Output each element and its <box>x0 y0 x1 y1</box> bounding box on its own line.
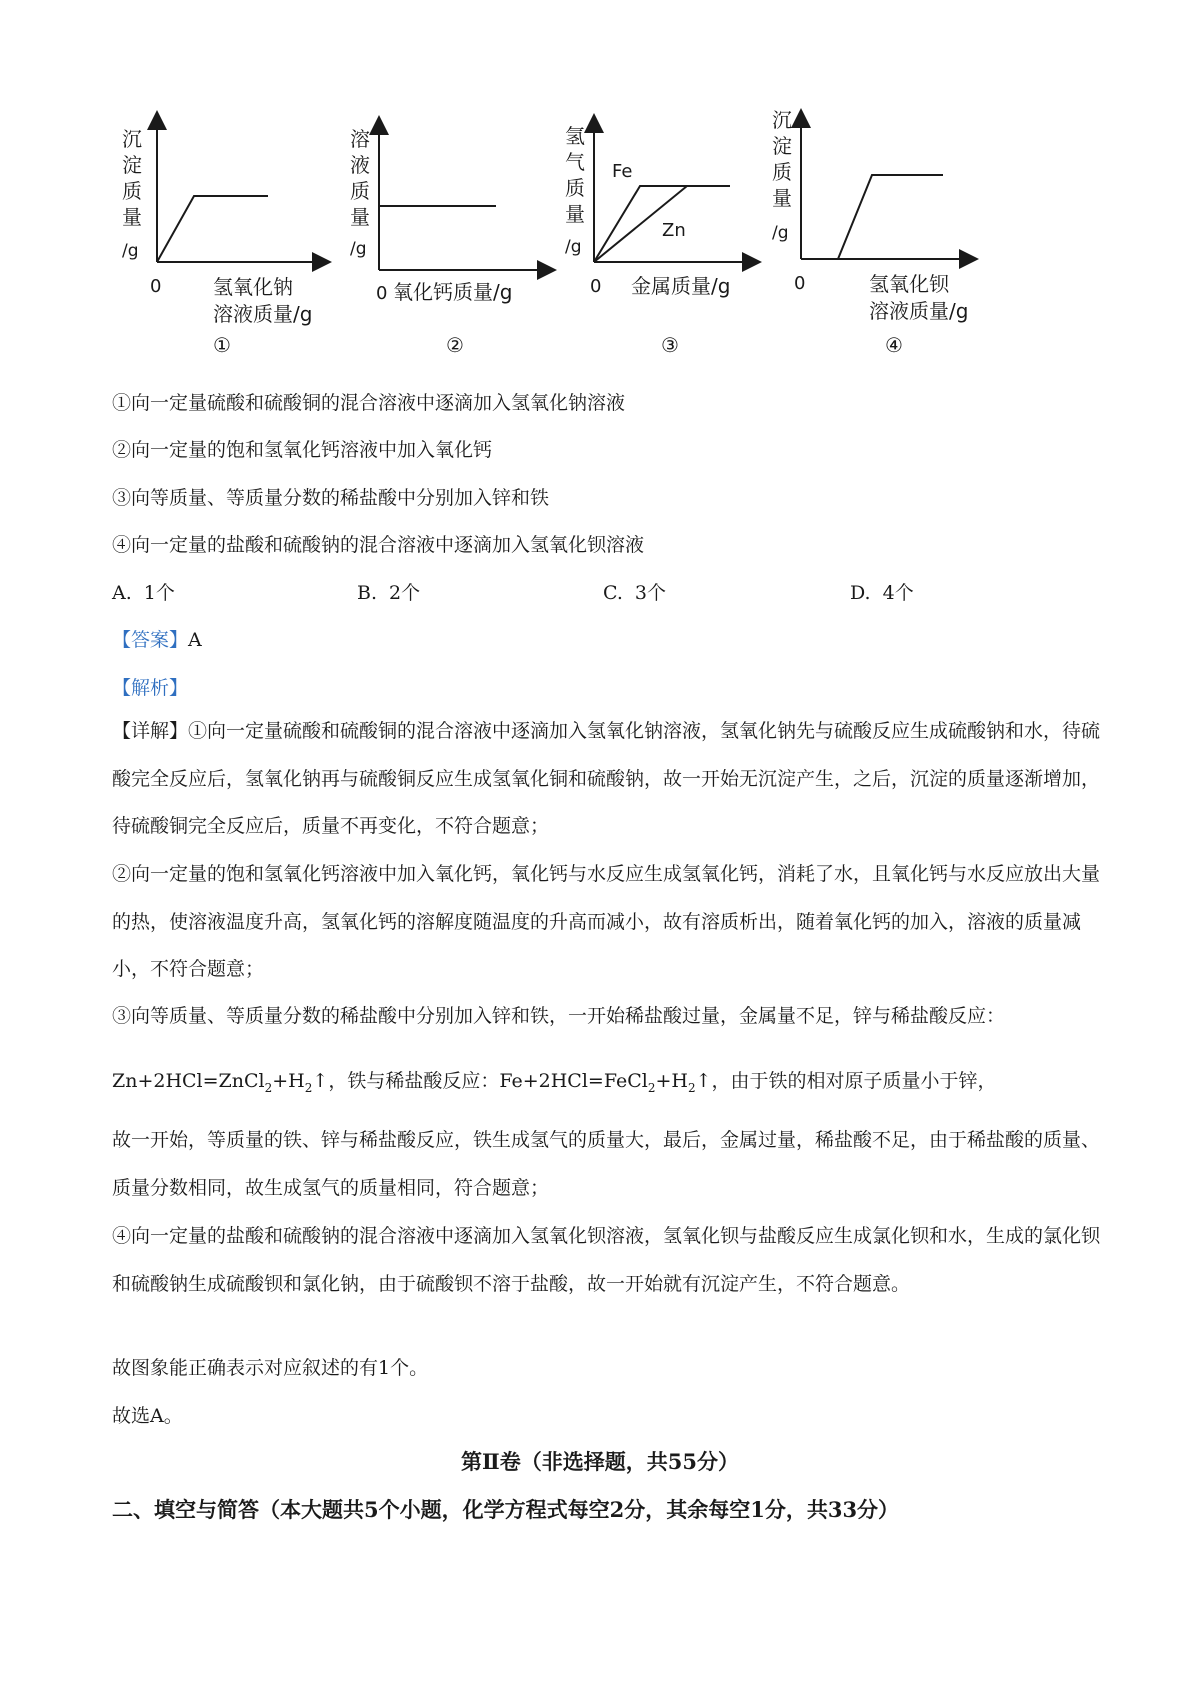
answer-line <box>112 627 202 653</box>
graph-1-ylabel-4: /g <box>122 241 139 261</box>
statement-2: ②向一定量的饱和氢氧化钙溶液中加入氧化钙 <box>112 439 493 461</box>
graph-2-ylabel-4: /g <box>350 239 367 259</box>
graph-4-origin: 0 <box>794 273 806 294</box>
graph-1-ylabel-1: 淀 <box>122 153 142 177</box>
detail-para-3: ③向等质量、等质量分数的稀盐酸中分别加入锌和铁，一开始稀盐酸过量，金属量不足，锌与稀盐酸反应： <box>112 1005 1006 1027</box>
option-a-letter: A. <box>112 582 132 604</box>
graph-2-ylabel-3: 量 <box>350 205 370 229</box>
detail-para-2: ②向一定量的饱和氢氧化钙溶液中加入氧化钙，氧化钙与水反应生成氢氧化钙，消耗了水，且氧化钙与水反应放出大量的热，使溶液温度升高，氢氧化钙的溶解度随温度的升高而减小，故有溶质析出，随着氧化钙的加入，溶液的质量减小，不符合题意； <box>112 863 1101 980</box>
detail-para-1: 【详解】①向一定量硫酸和硫酸铜的混合溶液中逐滴加入氢氧化钠溶液，氢氧化钠先与硫酸反应生成硫酸钠和水，待硫酸完全反应后，氢氧化钠再与硫酸铜反应生成氢氧化铜和硫酸钠，故一开始无沉淀产生，之后，沉淀的质量逐渐增加，待硫酸铜完全反应后，质量不再变化，不符合题意； <box>112 720 1101 837</box>
detail-para-5: ④向一定量的盐酸和硫酸钠的混合溶液中逐滴加入氢氧化钡溶液，氢氧化钡与盐酸反应生成氯化钡和水，生成的氯化钡和硫酸钠生成硫酸钡和氯化钠，由于硫酸钡不溶于盐酸，故一开始就有沉淀产生，不符合题意。 <box>112 1225 1101 1295</box>
section-title: 第Ⅱ卷（非选择题，共55分） <box>461 1449 739 1474</box>
statement-3: ③向等质量、等质量分数的稀盐酸中分别加入锌和铁 <box>112 487 550 509</box>
graph-1-origin: 0 <box>150 276 162 297</box>
analysis-label: 【解析】 <box>112 677 189 699</box>
graph-3-ylabel-1: 气 <box>565 150 585 174</box>
option-b-text: 2个 <box>389 582 421 604</box>
graph-3-ylabel-2: 质 <box>565 176 585 200</box>
section-subtitle: 二、填空与简答（本大题共5个小题，化学方程式每空2分，其余每空1分，共33分） <box>112 1497 900 1522</box>
graph-3-caption: ③ <box>661 333 679 357</box>
graph-4-ylabel-2: 质 <box>772 160 792 184</box>
option-c-text: 3个 <box>634 582 666 604</box>
graph-1-xlabel-1: 溶液质量/g <box>213 302 313 326</box>
graph-1-ylabel-0: 沉 <box>122 127 142 151</box>
graph-2-ylabel-1: 液 <box>350 153 370 177</box>
graph-1-ylabel-3: 量 <box>122 205 142 229</box>
option-d-text: 4个 <box>882 582 914 604</box>
graph-2-origin: 0 <box>376 283 388 304</box>
graph-2-caption: ② <box>446 333 464 357</box>
eq2: $Fe+2HCl=FeCl_2+H_2↑$ <box>499 1070 712 1095</box>
graph-4-xlabel-1: 溶液质量/g <box>869 299 969 323</box>
statement-4: ④向一定量的盐酸和硫酸钠的混合溶液中逐滴加入氢氧化钡溶液 <box>112 534 645 556</box>
option-b <box>357 580 432 606</box>
option-b-letter: B. <box>357 582 378 604</box>
eq-mid: ，铁与稀盐酸反应： <box>328 1070 500 1092</box>
graph-3-series-fe: Fe <box>612 161 633 182</box>
graph-4-ylabel-3: 量 <box>772 186 792 210</box>
graph-4-ylabel-1: 淀 <box>772 134 792 158</box>
answer-value: A <box>188 629 202 651</box>
option-d-letter: D. <box>850 582 871 604</box>
graph-1-ylabel-2: 质 <box>122 179 142 203</box>
eq1: $Zn+2HCl=ZnCl_2+H_2↑$ <box>112 1070 329 1095</box>
option-a <box>112 580 187 606</box>
graph-3-ylabel-4: /g <box>565 237 582 257</box>
answer-label: 【答案】 <box>112 629 189 651</box>
detail-para-7: 故选A。 <box>112 1405 183 1427</box>
eq-end: ，由于铁的相对原子质量小于锌， <box>711 1070 997 1092</box>
option-c-letter: C. <box>603 582 623 604</box>
detail-para-6: 故图象能正确表示对应叙述的有1个。 <box>112 1357 429 1379</box>
option-c <box>603 580 678 606</box>
graph-3-origin: 0 <box>590 276 602 297</box>
graph-4-xlabel-0: 氢氧化钡 <box>869 272 949 296</box>
graphs-figure <box>0 0 1200 370</box>
statement-1: ①向一定量硫酸和硫酸铜的混合溶液中逐滴加入氢氧化钠溶液 <box>112 392 626 414</box>
graph-3 <box>565 123 752 357</box>
graph-1-caption: ① <box>213 333 231 357</box>
equation-line <box>112 1067 997 1102</box>
graph-3-series-zn: Zn <box>662 220 686 241</box>
option-a-text: 1个 <box>143 582 175 604</box>
graph-2 <box>350 125 547 357</box>
graph-3-xlabel-0: 金属质量/g <box>631 274 731 298</box>
graph-4 <box>772 108 969 357</box>
graph-3-ylabel-0: 氢 <box>565 124 585 148</box>
graph-4-ylabel-4: /g <box>772 223 789 243</box>
detail-para-4: 故一开始，等质量的铁、锌与稀盐酸反应，铁生成氢气的质量大，最后，金属过量，稀盐酸不足，由于稀盐酸的质量、质量分数相同，故生成氢气的质量相同，符合题意； <box>112 1129 1101 1199</box>
graph-2-ylabel-2: 质 <box>350 179 370 203</box>
graph-4-curve <box>801 175 943 259</box>
graph-1-curve <box>157 196 268 262</box>
graph-1-xlabel-0: 氢氧化钠 <box>213 275 293 299</box>
graph-1 <box>122 120 322 357</box>
option-d <box>850 580 926 606</box>
graph-4-ylabel-0: 沉 <box>772 108 792 132</box>
graph-4-caption: ④ <box>885 333 903 357</box>
graph-2-xlabel-0: 氧化钙质量/g <box>393 280 513 304</box>
graph-2-ylabel-0: 溶 <box>350 127 370 151</box>
graph-3-ylabel-3: 量 <box>565 202 585 226</box>
